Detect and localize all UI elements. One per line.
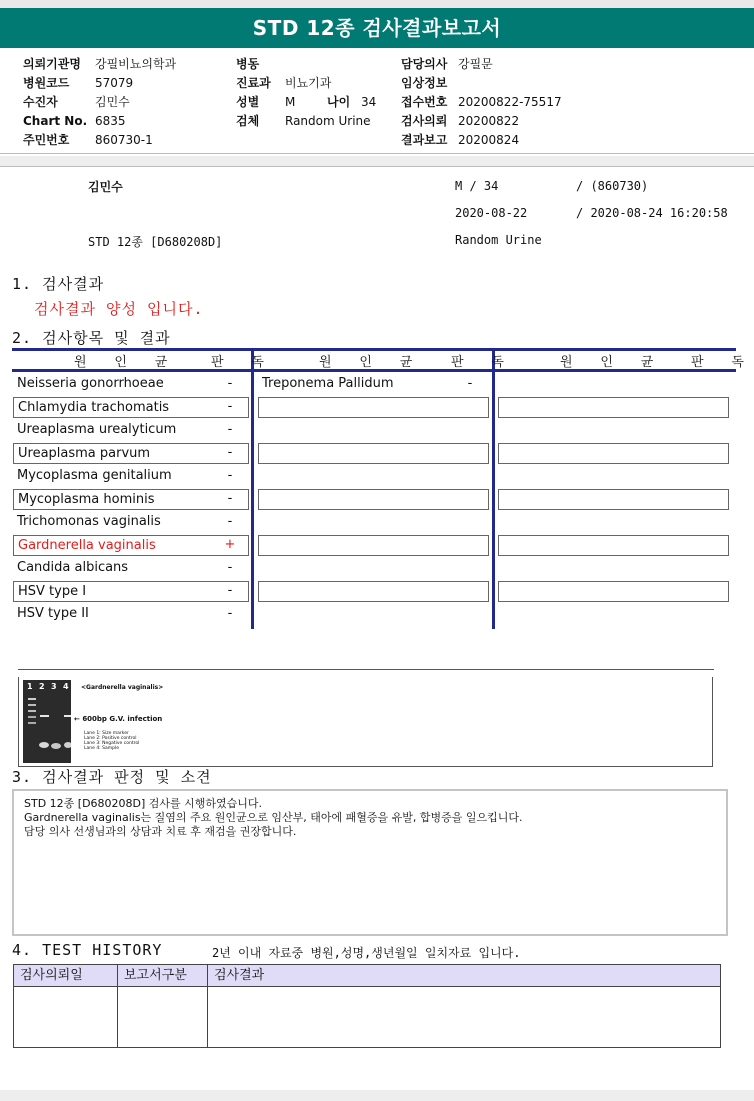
header-info-col3 [401,55,562,150]
history-col-divider-2 [207,965,208,1047]
empty-result-box [258,443,489,464]
label-resident-no: 주민번호 [23,133,70,147]
pathogen-result: - [227,606,233,621]
pathogen-name: Ureaplasma parvum [13,443,249,464]
pathogen-result: + [224,537,236,552]
label-hospital-code: 병원코드 [23,76,70,90]
value-receipt-no: 20200822-75517 [458,95,562,109]
label-receipt-no: 접수번호 [401,95,448,109]
gel-legend-line: Lane 3: Negative control [84,741,140,746]
patient-name: 김민수 [88,180,123,194]
empty-result-box [258,535,489,556]
label-chart-no: Chart No. [23,114,88,128]
col1-header-pathogen: 원 인 균 [74,355,178,370]
value-chart-no: 6835 [95,114,126,128]
patient-sex-age: M / 34 [455,179,499,193]
empty-result-box [258,489,489,510]
pathogen-result: - [227,376,233,391]
patient-report-datetime: / 2020-08-24 16:20:58 [576,206,728,220]
value-report-date: 20200824 [458,133,520,147]
empty-result-box [498,443,729,464]
gel-legend-line: Lane 4: Sample [84,746,119,751]
header-band [0,156,754,166]
gel-lane-3: 3 [51,682,57,691]
report-title: STD 12종 검사결과보고서 [0,8,754,48]
value-hospital-code: 57079 [95,76,134,90]
label-patient: 수진자 [23,95,58,109]
empty-result-box [498,581,729,602]
grid-divider-2 [492,348,495,629]
history-note: 2년 이내 자료중 병원,성명,생년월일 일치자료 입니다. [212,946,521,960]
opinion-line-2: Gardnerella vaginalis는 질염의 주요 원인균으로 임산부, 태아에 패혈증을 유발, 합병증을 일으킵니다. [24,811,523,824]
header-info-col1 [23,55,176,150]
opinion-line-3: 담당 의사 선생님과의 상담과 치료 후 재검을 권장합니다. [24,825,297,838]
label-report-date: 결과보고 [401,133,448,147]
patient-specimen: Random Urine [455,233,542,247]
value-department: 비뇨기과 [285,76,332,90]
pathogen-name: Neisseria gonorrhoeae [17,376,164,391]
opinion-box [12,789,728,936]
opinion-line-1: STD 12종 [D680208D] 검사를 시행하였습니다. [24,797,263,810]
history-header-request-date: 검사의뢰일 [20,968,83,983]
header-info-col2 [236,55,376,131]
bottom-band [0,1090,754,1101]
gel-legend-line: Lane 1: Size marker [84,731,129,736]
section3-title: 3. 검사결과 판정 및 소견 [12,768,212,786]
col2-header-judgment: 판 독 [451,355,514,370]
gel-legend [84,731,139,751]
empty-result-box [258,397,489,418]
value-age: 34 [361,95,377,109]
pathogen-name: Trichomonas vaginalis [17,514,161,529]
gel-bands [23,680,71,763]
value-request-date: 20200822 [458,114,520,128]
pathogen-result: - [227,491,233,506]
label-specimen: 검체 [236,114,260,128]
label-sex: 성별 [236,95,260,109]
test-code: STD 12종 [D680208D] [88,235,223,249]
history-table [13,964,721,1048]
pathogen-result: - [227,583,233,598]
result-positive-text: 검사결과 양성 입니다. [34,300,204,318]
patient-request-date: 2020-08-22 [455,206,528,220]
pathogen-result: - [227,514,233,529]
pathogen-name: Treponema Pallidum [262,376,394,391]
pathogen-name: HSV type I [13,581,249,602]
value-institution: 강필비뇨의학과 [95,57,177,71]
value-resident-no: 860730-1 [95,133,153,147]
gel-band-label-text: 600bp G.V. infection [82,715,163,723]
history-header-result: 검사결과 [214,968,265,983]
pathogen-name: Mycoplasma genitalium [17,468,172,483]
pathogen-name: Gardnerella vaginalis [13,535,249,556]
pathogen-result: - [227,468,233,483]
col3-header-pathogen: 원 인 균 [560,355,664,370]
gel-legend-line: Lane 2: Positive control [84,736,137,741]
pathogen-result: - [227,445,233,460]
gel-band-label: ← 600bp G.V. infection [74,715,163,723]
pathogen-result: - [467,376,473,391]
empty-result-box [258,581,489,602]
value-sex: M [285,95,296,109]
pathogen-name: HSV type II [17,606,89,621]
gel-image-panel [18,669,714,767]
label-clinical-info: 임상정보 [401,76,448,90]
value-specimen: Random Urine [285,114,371,128]
empty-result-box [498,397,729,418]
value-patient: 김민수 [95,95,130,109]
pathogen-result: - [227,422,233,437]
pathogen-result: - [227,560,233,575]
pathogen-name: Ureaplasma urealyticum [17,422,177,437]
patient-birth: / (860730) [576,179,649,193]
section1-title: 1. 검사결과 [12,275,105,293]
label-ward: 병동 [236,57,260,71]
grid-divider-1 [251,348,254,629]
pathogen-name: Chlamydia trachomatis [13,397,249,418]
gel-lane-4: 4 [63,682,69,691]
header-divider-2 [0,166,754,167]
label-department: 진료과 [236,76,271,90]
gel-lane-2: 2 [39,682,45,691]
col2-header-pathogen: 원 인 균 [319,355,423,370]
section2-title: 2. 검사항목 및 결과 [12,329,171,347]
col3-header-judgment: 판 독 [691,355,754,370]
pathogen-name: Candida albicans [17,560,129,575]
empty-result-box [498,489,729,510]
header-divider [0,153,754,154]
section4-title: 4. TEST HISTORY [12,941,163,959]
pathogen-name: Mycoplasma hominis [13,489,249,510]
label-doctor: 담당의사 [401,57,448,71]
label-age: 나이 [327,95,351,109]
gel-caption: <Gardnerella vaginalis> [81,684,164,691]
gel-top-rule [18,669,714,670]
label-institution: 의뢰기관명 [23,57,81,71]
top-strip [0,0,754,8]
label-request-date: 검사의뢰 [401,114,448,128]
value-doctor: 강필문 [458,57,493,71]
pathogen-result: - [227,399,233,414]
col1-header-judgment: 판 독 [211,355,274,370]
history-header-report-type: 보고서구분 [124,968,187,983]
empty-result-box [498,535,729,556]
history-col-divider-1 [117,965,118,1047]
gel-lane-1: 1 [27,682,33,691]
gel-electrophoresis-image [23,680,71,763]
